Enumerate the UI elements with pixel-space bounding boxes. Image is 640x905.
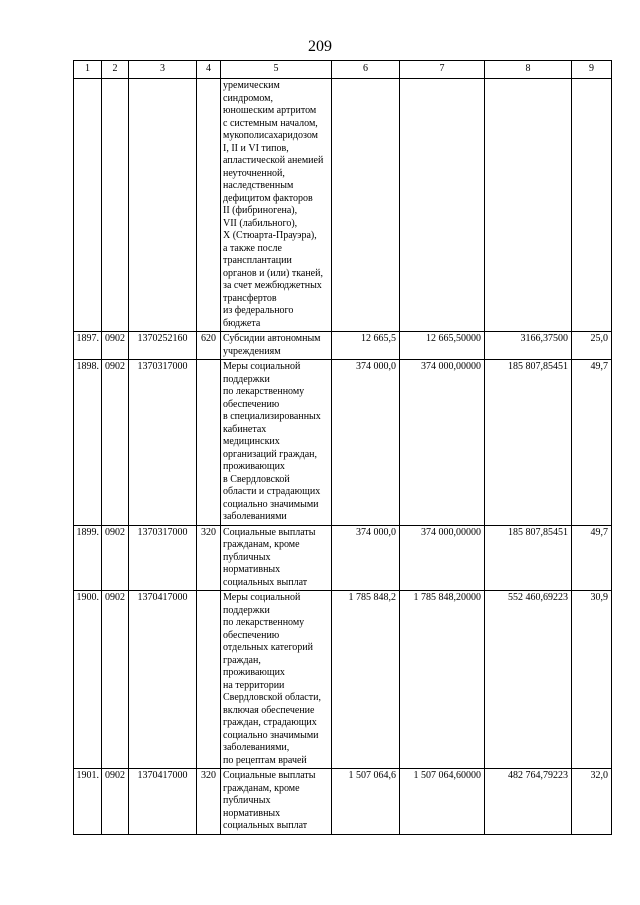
column-header-8: 8 bbox=[485, 61, 572, 79]
row-number: 1900. bbox=[74, 591, 102, 769]
executed-amount: 552 460,69223 bbox=[485, 591, 572, 769]
execution-percent: 32,0 bbox=[572, 769, 612, 835]
section-code bbox=[102, 79, 129, 332]
table-row bbox=[74, 332, 612, 360]
item-name: уремическим синдромом, юношеским артритом с системным началом, мукополисахаридозом I, II и VI типов, апластической анемией неуточненной, наследственным дефицитом факторов II (фибриногена), VII (лабильного), X (Стюарта-Прауэра), а также после трансплантации органов и (или) тканей, за счет межбюджетных трансфертов из федерального бюджета bbox=[221, 79, 332, 332]
target-article-code: 1370317000 bbox=[129, 525, 197, 591]
row-number: 1897. bbox=[74, 332, 102, 360]
planned-amount: 12 665,5 bbox=[332, 332, 400, 360]
executed-amount: 482 764,79223 bbox=[485, 769, 572, 835]
table-row bbox=[74, 79, 612, 332]
item-name: Социальные выплаты гражданам, кроме публичных нормативных социальных выплат bbox=[221, 525, 332, 591]
column-header-2: 2 bbox=[102, 61, 129, 79]
column-header-7: 7 bbox=[400, 61, 485, 79]
planned-amount-exact: 1 507 064,60000 bbox=[400, 769, 485, 835]
executed-amount bbox=[485, 79, 572, 332]
item-name: Социальные выплаты гражданам, кроме публичных нормативных социальных выплат bbox=[221, 769, 332, 835]
executed-amount: 3166,37500 bbox=[485, 332, 572, 360]
planned-amount: 374 000,0 bbox=[332, 360, 400, 526]
planned-amount: 1 507 064,6 bbox=[332, 769, 400, 835]
row-number bbox=[74, 79, 102, 332]
expense-type-code: 620 bbox=[197, 332, 221, 360]
table-row bbox=[74, 591, 612, 769]
planned-amount bbox=[332, 79, 400, 332]
expense-type-code bbox=[197, 591, 221, 769]
expense-type-code bbox=[197, 360, 221, 526]
section-code: 0902 bbox=[102, 360, 129, 526]
section-code: 0902 bbox=[102, 769, 129, 835]
target-article-code: 1370317000 bbox=[129, 360, 197, 526]
planned-amount: 374 000,0 bbox=[332, 525, 400, 591]
planned-amount-exact bbox=[400, 79, 485, 332]
column-header-6: 6 bbox=[332, 61, 400, 79]
table-row bbox=[74, 769, 612, 835]
execution-percent: 49,7 bbox=[572, 360, 612, 526]
execution-percent: 25,0 bbox=[572, 332, 612, 360]
table-row bbox=[74, 525, 612, 591]
planned-amount-exact: 374 000,00000 bbox=[400, 360, 485, 526]
row-number: 1899. bbox=[74, 525, 102, 591]
expense-type-code bbox=[197, 79, 221, 332]
execution-percent: 30,9 bbox=[572, 591, 612, 769]
page-number: 209 bbox=[308, 38, 332, 55]
row-number: 1898. bbox=[74, 360, 102, 526]
target-article-code: 1370417000 bbox=[129, 769, 197, 835]
header-row bbox=[74, 61, 612, 79]
executed-amount: 185 807,85451 bbox=[485, 525, 572, 591]
target-article-code: 1370252160 bbox=[129, 332, 197, 360]
column-header-4: 4 bbox=[197, 61, 221, 79]
execution-percent: 49,7 bbox=[572, 525, 612, 591]
item-name: Субсидии автономным учреждениям bbox=[221, 332, 332, 360]
expense-type-code: 320 bbox=[197, 769, 221, 835]
planned-amount-exact: 12 665,50000 bbox=[400, 332, 485, 360]
planned-amount-exact: 374 000,00000 bbox=[400, 525, 485, 591]
section-code: 0902 bbox=[102, 332, 129, 360]
section-code: 0902 bbox=[102, 525, 129, 591]
section-code: 0902 bbox=[102, 591, 129, 769]
target-article-code: 1370417000 bbox=[129, 591, 197, 769]
item-name: Меры социальной поддержки по лекарственному обеспечению в специализированных кабинетах медицинских организаций граждан, проживающих в Свердловской области и страдающих социально значимыми заболеваниями bbox=[221, 360, 332, 526]
item-name: Меры социальной поддержки по лекарственному обеспечению отдельных категорий граждан, проживающих на территории Свердловской области, включая обеспечение граждан, страдающих социально значимыми заболеваниями, по рецептам врачей bbox=[221, 591, 332, 769]
column-header-9: 9 bbox=[572, 61, 612, 79]
expense-type-code: 320 bbox=[197, 525, 221, 591]
target-article-code bbox=[129, 79, 197, 332]
planned-amount: 1 785 848,2 bbox=[332, 591, 400, 769]
executed-amount: 185 807,85451 bbox=[485, 360, 572, 526]
table-row bbox=[74, 360, 612, 526]
execution-percent bbox=[572, 79, 612, 332]
column-header-3: 3 bbox=[129, 61, 197, 79]
column-header-1: 1 bbox=[74, 61, 102, 79]
planned-amount-exact: 1 785 848,20000 bbox=[400, 591, 485, 769]
column-header-5: 5 bbox=[221, 61, 332, 79]
budget-table bbox=[73, 60, 612, 835]
row-number: 1901. bbox=[74, 769, 102, 835]
